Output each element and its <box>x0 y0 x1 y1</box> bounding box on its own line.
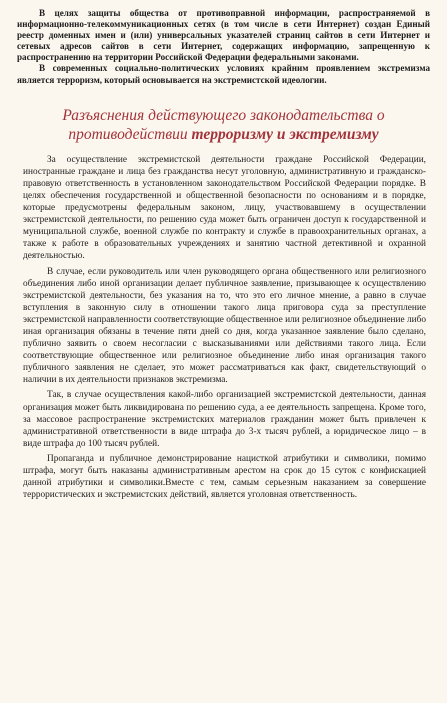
body-paragraph-responsibility: За осуществление экстремистской деятельности граждане Российской Федерации, иностранные граждане и лица без гражданства несут уголовную, административную и гражданско-правовую ответственность в установленном законодательством Российской Федерации порядке. В целях обеспечения государственной и общественной безопасности по основаниям и в порядке, которые предусмотрены федеральным законом, лицу, участвовавшему в осуществлении экстремистской деятельности, по решению суда может быть ограничен доступ к государственной и муниципальной службе, военной службе по контракту и службе в правоохранительных органах, а также к работе в образовательных учреждениях и занятию частной детективной и охранной деятельностью. <box>23 154 426 262</box>
section-title-line-2-bold: терроризму и экстремизму <box>191 125 379 143</box>
section-title-line-1: Разъяснения действующего законодательства о <box>62 106 385 124</box>
section-title-line-2 <box>17 125 430 144</box>
body-paragraph-propaganda: Пропаганда и публичное демонстрирование нацисткой атрибутики и символики, помимо штрафа, могут быть наказаны административным арестом на срок до 15 суток с конфискацией данной атрибутики и символики.Вместе с тем, самым серьезным наказанием за совершение террористических и экстремистских действий, является уголовная ответственность. <box>23 453 426 501</box>
intro-paragraph-registry: В целях защиты общества от противоправной информации, распространяемой в информационно-телекоммуникационных сетях (в том числе в сети Интернет) создан Единый реестр доменных имен и (или) универсальных указателей страниц сайтов в сети Интернет и сетевых адресов сайтов в сети Интернет, содержащих информацию, запрещенную к распространению на территории Российской Федерации федеральными законами. <box>17 8 430 63</box>
body-paragraph-liquidation: Так, в случае осуществления какой-либо организацией экстремистской деятельности, данная организация может быть ликвидирована по решению суда, а ее деятельность запрещена. Кроме того, за массовое распространение экстремистских материалов гражданин может быть привлечен к административной ответственности в виде штрафа до 3-х тысяч рублей, а юридическое лицо – в виде штрафа до 100 тысяч рублей. <box>23 390 426 449</box>
section-title-line-2-regular: противодействии <box>68 125 192 143</box>
body-paragraph-public-statement: В случае, если руководитель или член руководящего органа общественного или религиозного объединения либо иной организации делает публичное заявление, призывающее к осуществлению экстремистской деятельности, без указания на то, что это его личное мнение, а равно в случае вступления в законную силу в отношении такого лица приговора суда за преступление экстремистской направленности соответствующие общественное или религиозное объединение либо иная организация обязаны в течение пяти дней со дня, когда указанное заявление было сделано, публично заявить о своем несогласии с высказываниями или действиями такого лица. Если соответствующие общественное или религиозное объединение либо иная организация такого публичного заявления не сделает, это может рассматриваться как факт, свидетельствующий о наличии в их деятельности признаков экстремизма. <box>23 266 426 386</box>
section-title <box>17 106 430 144</box>
intro-paragraph-terrorism: В современных социально-политических условиях крайним проявлением экстремизма является терроризм, который основывается на экстремистской идеологии. <box>17 63 430 85</box>
